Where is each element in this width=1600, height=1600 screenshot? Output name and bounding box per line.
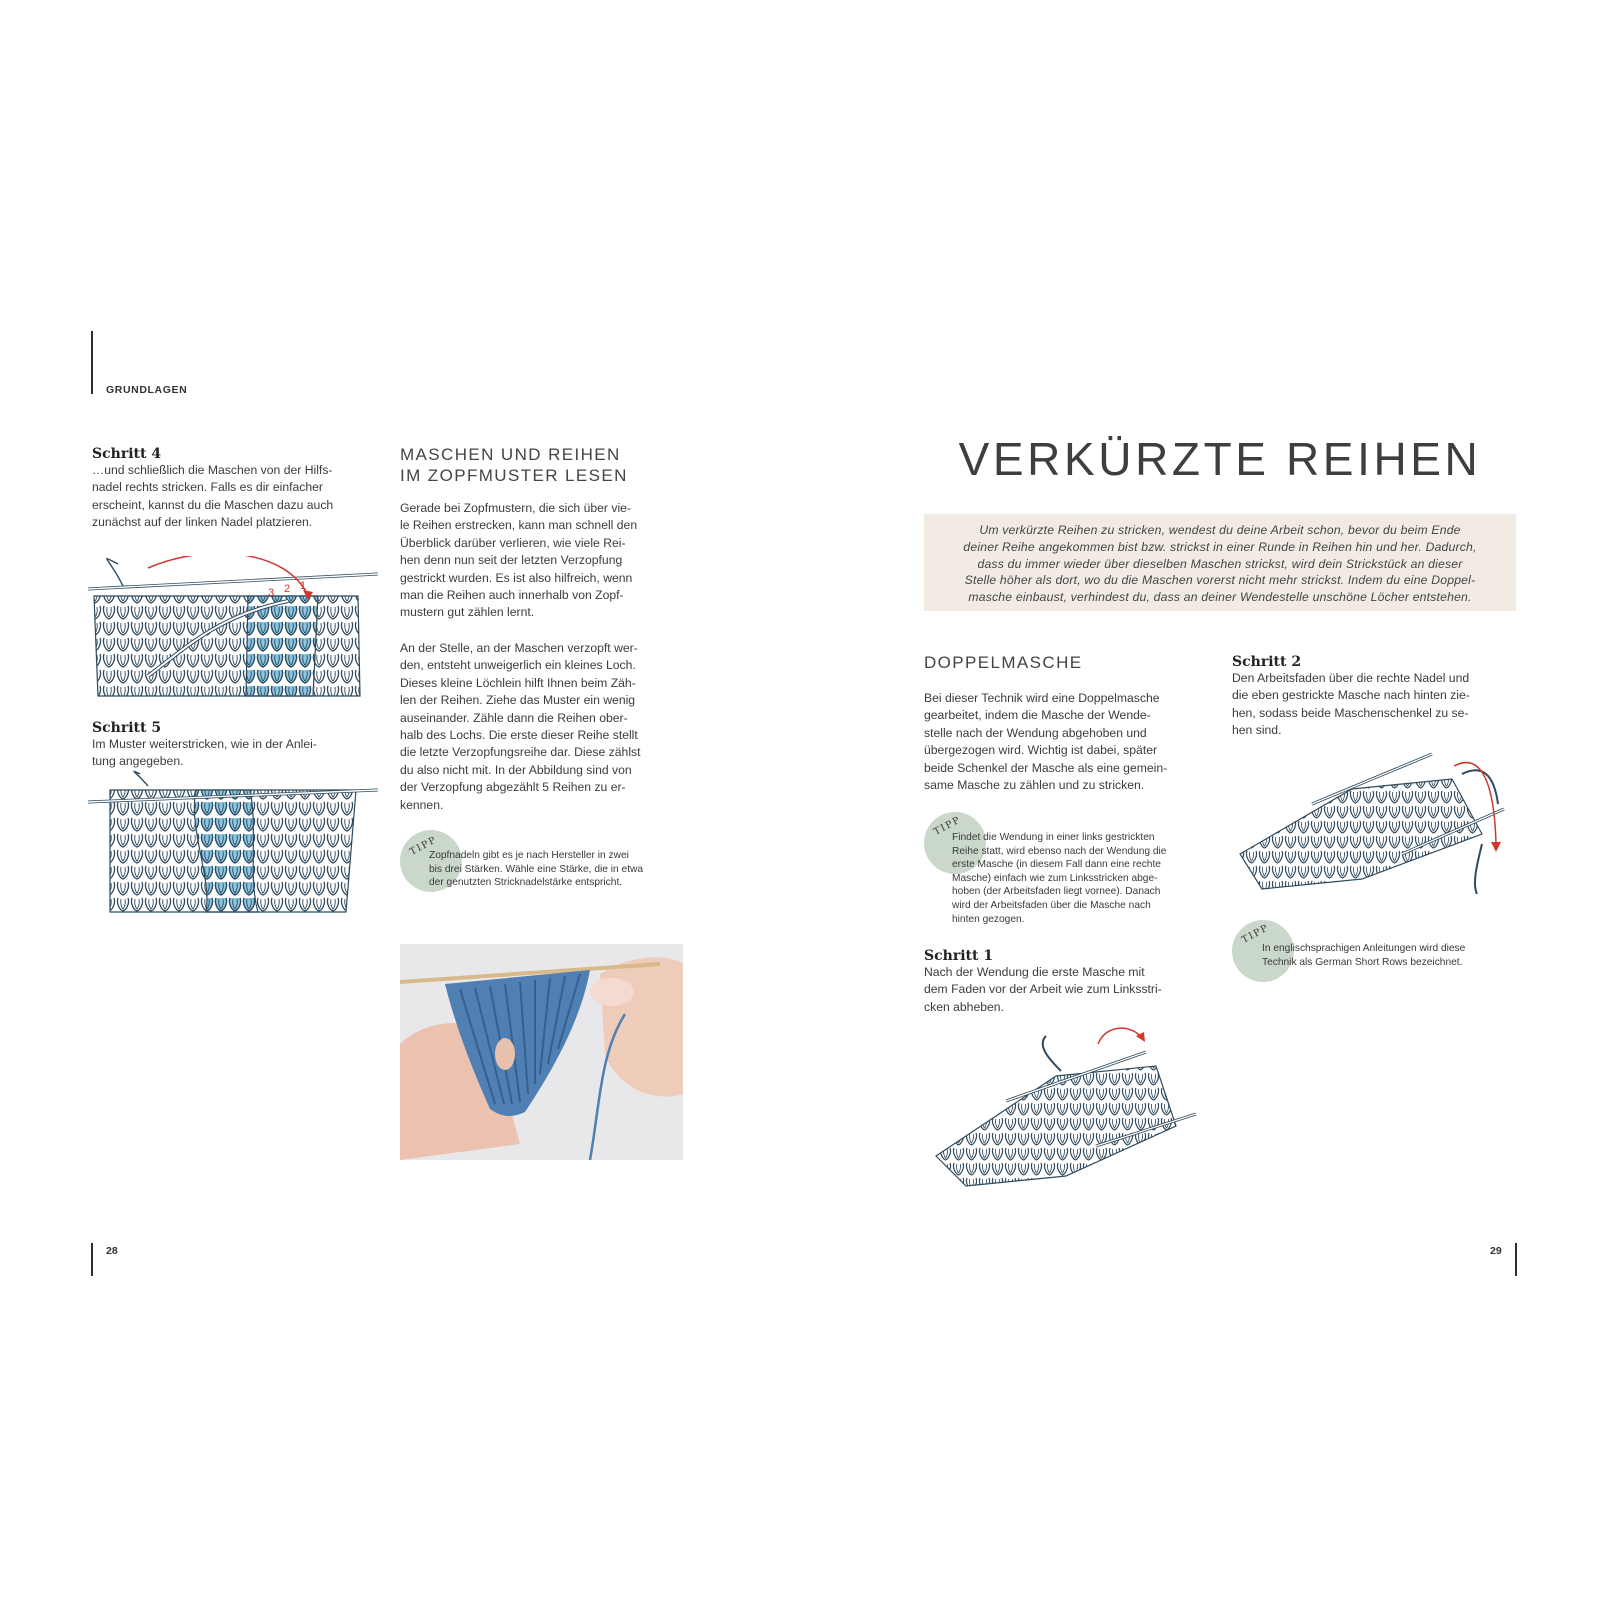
schritt4-title: Schritt 4	[92, 446, 162, 462]
schritt1-text: Nach der Wendung die erste Masche mit dem Faden vor der Arbeit wie zum Linksstri- cken abheben.	[924, 965, 1162, 1014]
knitting-illustration-schritt2	[1232, 744, 1516, 894]
schritt2-title: Schritt 2	[1232, 654, 1302, 670]
section-heading-zopfmuster: MASCHEN UND REIHEN IM ZOPFMUSTER LESEN	[400, 445, 628, 485]
schritt4-block	[92, 446, 382, 532]
schritt1-title: Schritt 1	[924, 948, 994, 964]
tip-text-left: Zopfnadeln gibt es je nach Hersteller in zwei bis drei Stärken. Wähle eine Stärke, die in etwa der genutzten Stricknadelstärke entspricht.	[429, 850, 644, 889]
schritt1-block	[924, 948, 1214, 1016]
knitting-illustration-step5	[88, 768, 380, 918]
page-number-left: 28	[106, 1245, 118, 1257]
tip-label-right-1: TIPP	[932, 814, 964, 838]
running-head-rule	[91, 331, 93, 394]
schritt2-text: Den Arbeitsfaden über die rechte Nadel und die eben gestrickte Masche nach hinten zie- hen, sodass beide Maschenschenkel zu se- hen sind.	[1232, 671, 1470, 738]
knitting-illustration-schritt1	[926, 1026, 1206, 1196]
section-paragraph-2: An der Stelle, an der Maschen verzopft wer- den, entsteht unweigerlich ein kleines Loch. Dieses kleine Löchlein hilft Ihnen beim Zäh- len der Reihen. Ziehe das Muster ein wenig auseinander. Zähle dann die Reihen ober- halb des Lochs. Die erste dieser Reihe stellt die letzte Verzopfungsreihe dar. Diese zählst du also nicht mit. In der Abbildung sind von der Verzopfung abgezählt 5 Reihen zu er- kennen.	[400, 641, 641, 812]
step4-mark-2: 2	[284, 583, 291, 595]
doppelmasche-text: Bei dieser Technik wird eine Doppelmasche gearbeitet, indem die Masche der Wende- stelle nach der Wendung abgehoben und übergezogen wird. Wichtig ist dabei, später beide Schenkel der Masche als eine gemein- same Masche zu zählen und zu stricken.	[924, 691, 1168, 793]
knitting-illustration-step4	[88, 556, 380, 706]
step4-mark-1: 1	[300, 580, 307, 592]
schritt5-text: Im Muster weiterstricken, wie in der Anlei- tung angegeben.	[92, 737, 317, 769]
schritt4-text: …und schließlich die Maschen von der Hilfs- nadel rechts stricken. Falls es dir einfacher erscheint, kannst du die Maschen dazu auch zunächst auf der linken Nadel platzieren.	[92, 463, 334, 530]
tip-text-right-2: In englischsprachigen Anleitungen wird diese Technik als German Short Rows bezeichnet.	[1262, 943, 1466, 968]
schritt2-block	[1232, 654, 1522, 740]
footer-rule-left	[91, 1243, 93, 1276]
running-head: GRUNDLAGEN	[106, 384, 188, 396]
doppelmasche-heading: DOPPELMASCHE	[924, 653, 1083, 672]
footer-rule-right	[1515, 1243, 1517, 1276]
schritt5-block	[92, 720, 382, 771]
intro-box: Um verkürzte Reihen zu stricken, wendest du deine Arbeit schon, bevor du beim Ende deiner Reihe angekommen bist bzw. strickst in einer Runde in Reihen hin und her. Dadurch, dass du immer wieder über dieselben Maschen strickst, wird dein Strickstück an dieser Stelle höher als dort, wo du die Maschen vorerst nicht mehr strickst. Indem du eine Doppel- masche einbaust, verhindest du, dass an deiner Wendestelle unschöne Löcher entstehen.	[924, 514, 1516, 611]
tip-label-left: TIPP	[408, 834, 440, 858]
step4-mark-3: 3	[268, 587, 275, 599]
tip-label-right-2: TIPP	[1240, 922, 1272, 946]
section-paragraph-1: Gerade bei Zopfmustern, die sich über vie- le Reihen erstrecken, kann man schnell den Überblick darüber verlieren, wie viele Rei- hen denn nun seit der letzten Verzopfung gestrickt wurden. Es ist also hilfreich, wenn man die Reihen auch innerhalb von Zopf- mustern gut zählen lernt.	[400, 501, 638, 620]
page-number-right: 29	[1490, 1245, 1502, 1257]
page-title: VERKÜRZTE REIHEN	[958, 433, 1482, 485]
tip-text-right-1: Findet die Wendung in einer links gestrickten Reihe statt, wird ebenso nach der Wendung die erste Masche (in diesem Fall dann eine rechte Masche) einfach wie zum Linksstricken abge- hoben (der Arbeitsfaden liegt vornee). Danach wird der Arbeitsfaden über die Masche nach hinten gezogen.	[952, 832, 1167, 925]
knitting-photo	[400, 944, 683, 1160]
schritt5-title: Schritt 5	[92, 720, 162, 736]
